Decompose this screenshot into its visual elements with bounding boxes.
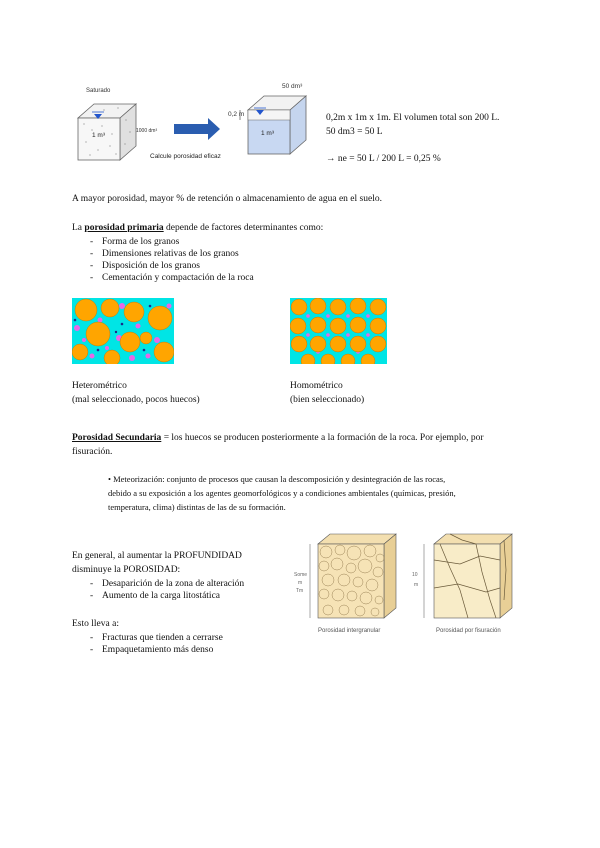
svg-text:m: m <box>414 582 419 588</box>
list-item: - Desaparición de la zona de alteración <box>72 578 292 590</box>
list-item: - Aumento de la carga litostática <box>72 590 292 602</box>
weathering-line-1: • Meteorización: conjunto de procesos que causan la descomposición y desintegración de las rocas, <box>108 474 446 484</box>
secondary-porosity-paragraph <box>72 432 484 444</box>
primary-factors-list <box>72 236 372 284</box>
calc-line-3: → ne = 50 L / 200 L = 0,25 % <box>326 154 441 164</box>
list-item: - Forma de los granos <box>72 236 372 248</box>
paragraph-porosity: A mayor porosidad, mayor % de retención o almacenamiento de agua en el suelo. <box>72 194 382 204</box>
saturation-diagram-svg <box>68 80 318 170</box>
calc-line-2: 50 dm3 = 50 L <box>326 127 383 137</box>
secondary-text-cont: fisuración. <box>72 447 113 457</box>
fissure-block <box>412 534 512 618</box>
primary-prefix: La <box>72 223 85 233</box>
cube2-volume-label: 1 m³ <box>261 130 274 137</box>
list-item: - Empaquetamiento más denso <box>72 644 292 656</box>
homometric-title: Homométrico <box>290 381 343 391</box>
primary-porosity-heading <box>72 222 323 234</box>
primary-suffix: depende de factores determinantes como: <box>163 223 324 233</box>
leads-to-label: Esto lleva a: <box>72 619 119 629</box>
rock-blocks-image <box>290 530 520 636</box>
weathering-line-3: temperatura, clima) distintas de las de su formación. <box>108 502 286 512</box>
list-item: - Disposición de los granos <box>72 260 372 272</box>
homometric-grains-image <box>290 298 387 364</box>
cube-volume-label: 1 m³ <box>92 132 105 139</box>
saturation-diagram <box>68 80 318 170</box>
secondary-porosity-term: Porosidad Secundaria <box>72 433 162 443</box>
consequences-list <box>72 632 292 656</box>
list-item: - Fracturas que tienden a cerrarse <box>72 632 292 644</box>
heterometric-subtitle: (mal seleccionado, pocos huecos) <box>72 395 200 405</box>
depth-effects-list <box>72 578 292 602</box>
heterometric-title: Heterométrico <box>72 381 127 391</box>
svg-text:Some: Some <box>294 572 308 578</box>
saturated-cube <box>78 104 136 160</box>
primary-porosity-term: porosidad primaria <box>84 223 164 233</box>
drained-cube <box>240 96 306 154</box>
calc-label: Calcule porosidad eficaz <box>150 153 221 160</box>
intergranular-caption: Porosidad intergranular <box>318 628 381 634</box>
depth-line-1: En general, al aumentar la PROFUNDIDAD <box>72 551 242 561</box>
top-volume-label: 50 dm³ <box>282 83 303 90</box>
volume-label: 1000 dm³ <box>136 128 158 134</box>
list-item: - Dimensiones relativas de los granos <box>72 248 372 260</box>
fissure-caption: Porosidad por fisuración <box>436 628 501 634</box>
depth-line-2: disminuye la POROSIDAD: <box>72 565 181 575</box>
weathering-line-2: debido a su exposición a los agentes geomorfológicos y a condiciones ambientales (químicas, presión, <box>108 488 456 498</box>
arrow-right-icon <box>174 118 220 140</box>
svg-text:10: 10 <box>412 572 418 578</box>
saturado-label: Saturado <box>86 88 111 94</box>
depth-label: 0,2 m <box>228 111 245 118</box>
secondary-text: = los huecos se producen posteriormente a la formación de la roca. Por ejemplo, por <box>161 433 484 443</box>
heterometric-grains-image <box>72 298 174 364</box>
calc-line-1: 0,2m x 1m x 1m. El volumen total son 200 L. <box>326 113 500 123</box>
homometric-subtitle: (bien seleccionado) <box>290 395 365 405</box>
list-item: - Cementación y compactación de la roca <box>72 272 372 284</box>
svg-text:Tm: Tm <box>296 588 304 594</box>
svg-text:m: m <box>298 580 303 586</box>
intergranular-block <box>294 534 396 618</box>
